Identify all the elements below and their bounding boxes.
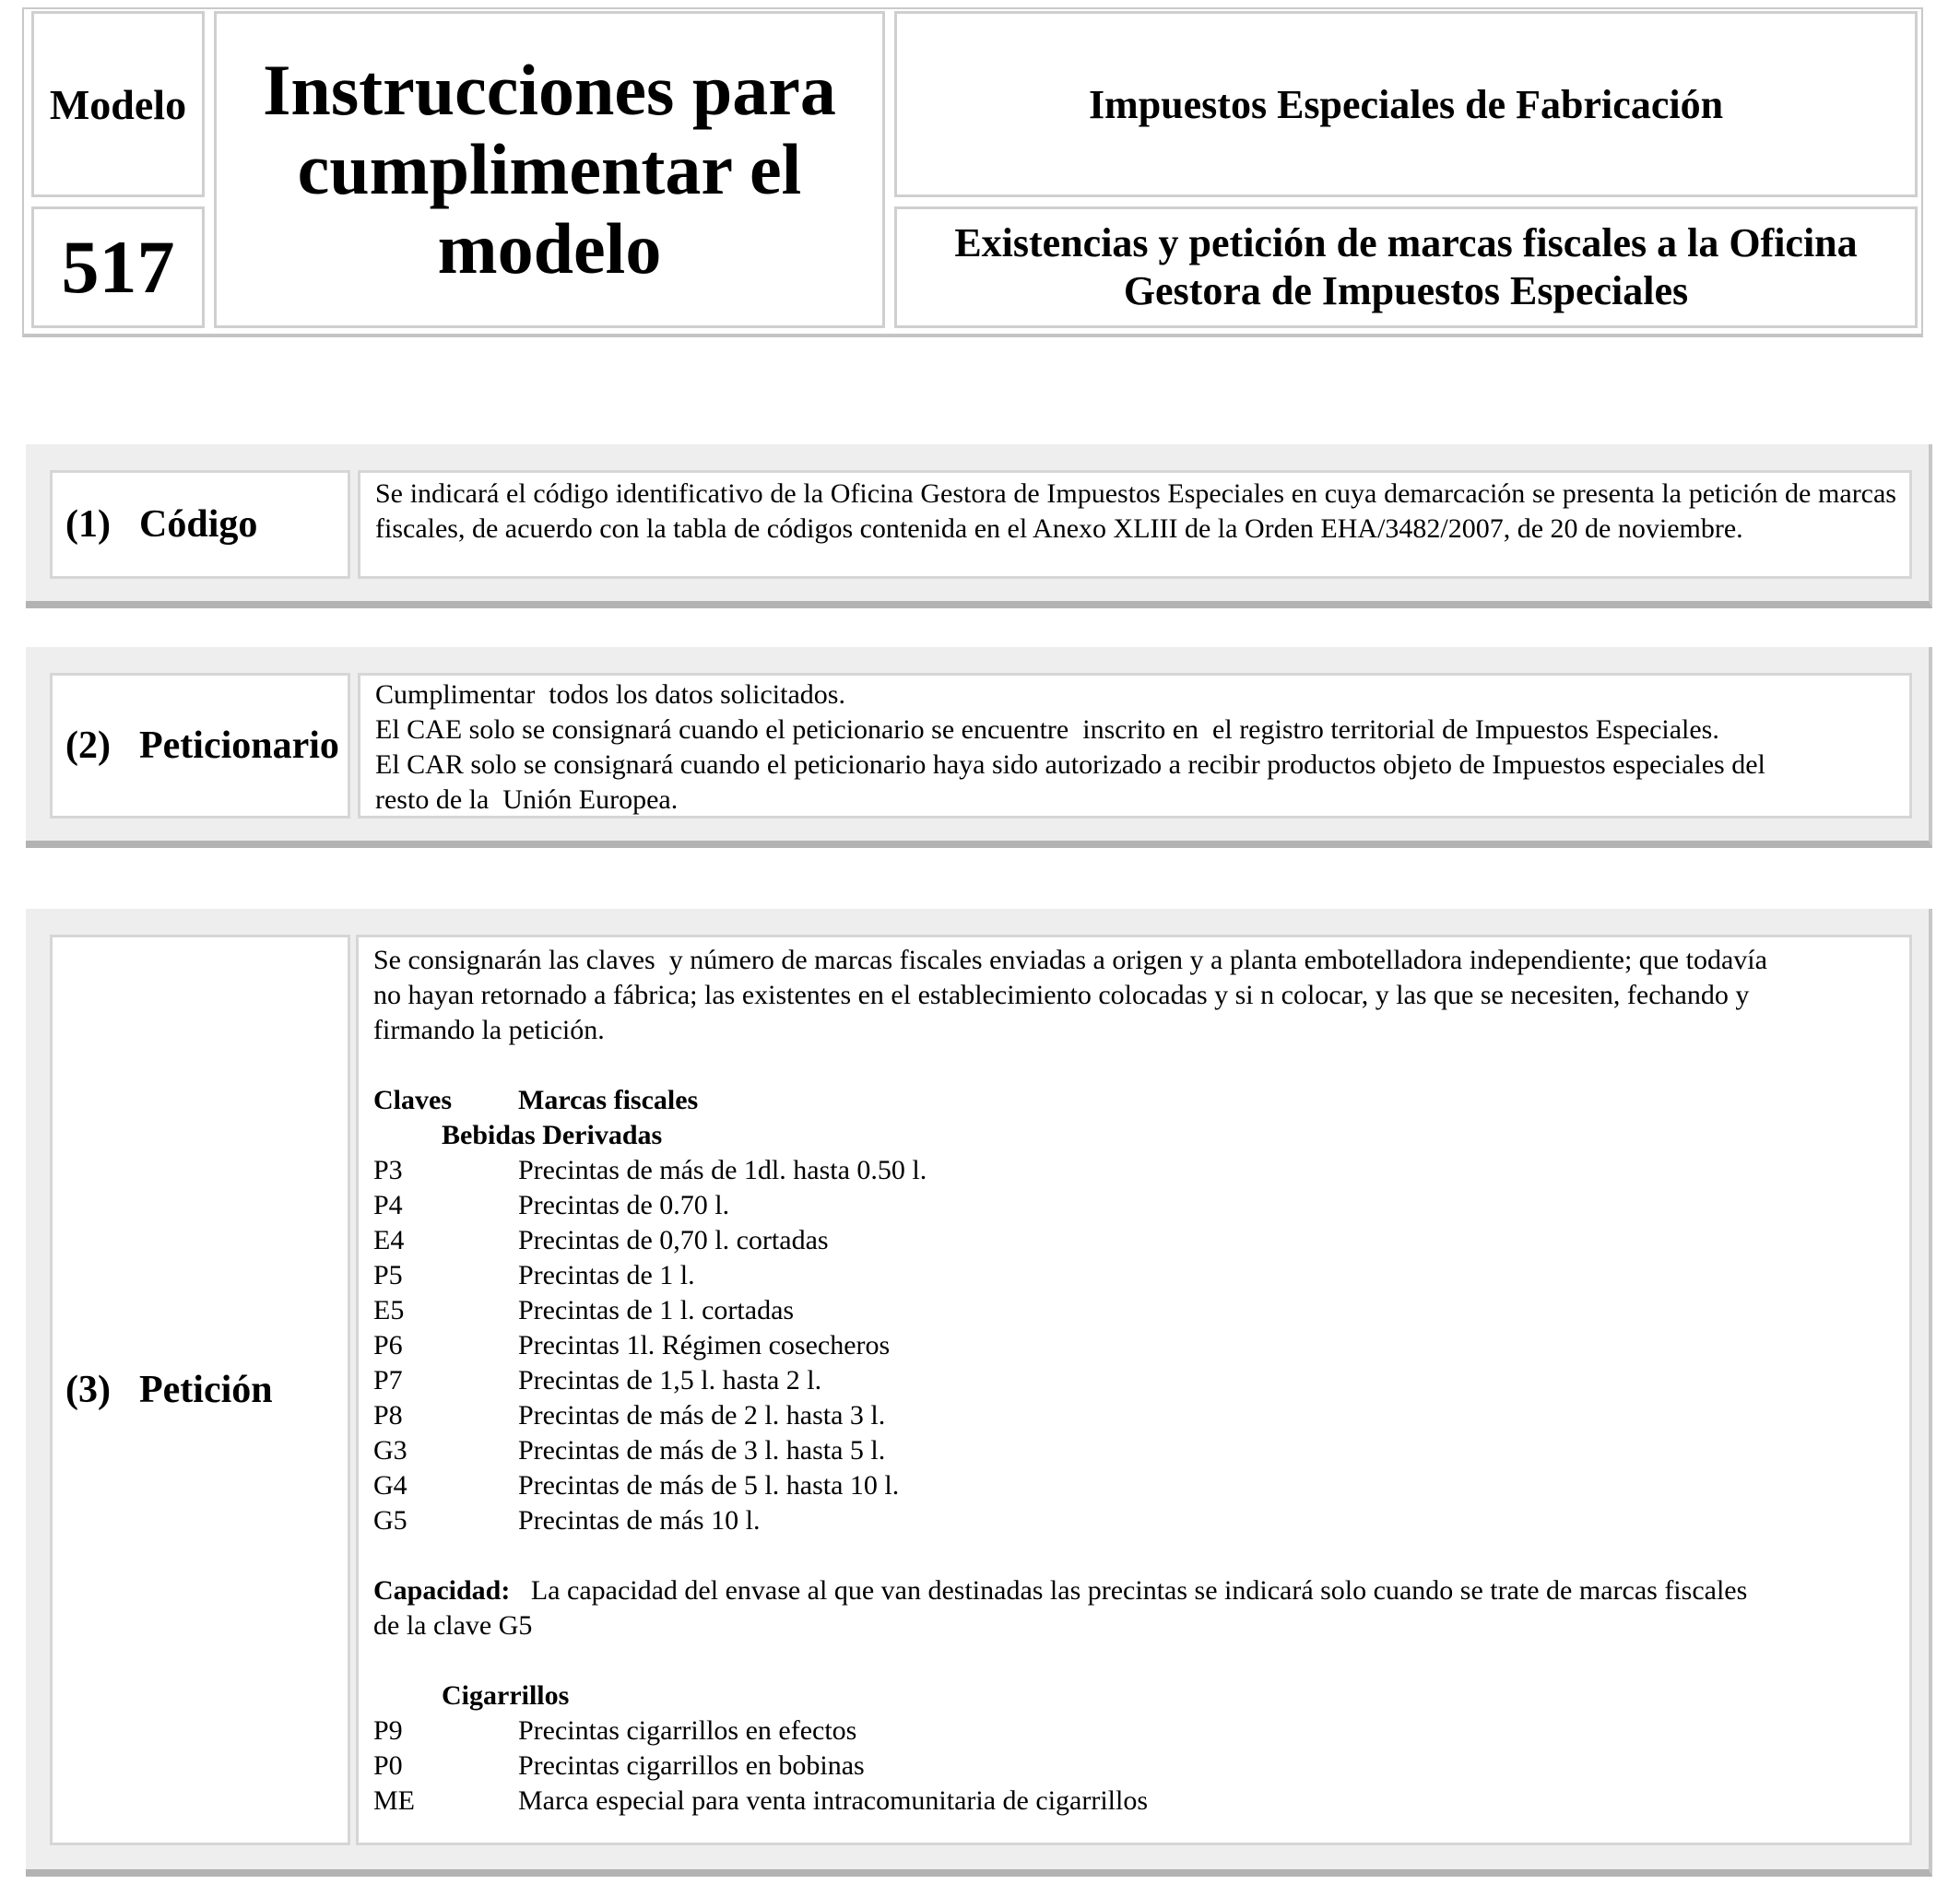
clave-code: G3 xyxy=(373,1435,407,1466)
section-peticionario-text xyxy=(358,673,1912,818)
section-codigo-label: (1) Código xyxy=(50,470,350,579)
list-item xyxy=(373,1293,1896,1328)
clave-code: P4 xyxy=(373,1190,403,1220)
clave-code: G4 xyxy=(373,1470,407,1501)
cigarrillos-list xyxy=(373,1713,1896,1819)
clave-description: Precintas 1l. Régimen cosecheros xyxy=(518,1330,891,1360)
text-line: El CAE solo se consignará cuando el peticionario se encuentre inscrito en el registro territorial de Impuestos Especiales. xyxy=(375,714,1719,745)
list-item xyxy=(373,1398,1896,1433)
clave-description: Precintas de más de 5 l. hasta 10 l. xyxy=(518,1470,900,1501)
section-peticion-text xyxy=(356,935,1912,1845)
clave-code: P0 xyxy=(373,1750,403,1781)
subtitle-top: Impuestos Especiales de Fabricación xyxy=(894,11,1918,197)
list-item xyxy=(373,1223,1896,1258)
clave-code: ME xyxy=(373,1785,415,1816)
section-peticion-label: (3) Petición xyxy=(50,935,350,1845)
clave-code: P9 xyxy=(373,1715,403,1746)
text-line: resto de la Unión Europea. xyxy=(375,784,679,815)
list-item xyxy=(373,1433,1896,1468)
capacidad-label: Capacidad: xyxy=(373,1575,511,1606)
list-item xyxy=(373,1363,1896,1398)
subtitle-line: Existencias y petición de marcas fiscales a la Oficina xyxy=(954,220,1858,265)
clave-code: P8 xyxy=(373,1400,403,1431)
clave-description: Precintas de 0.70 l. xyxy=(518,1190,730,1220)
clave-description: Precintas de 1 l. cortadas xyxy=(518,1295,795,1325)
clave-description: Precintas cigarrillos en bobinas xyxy=(518,1750,865,1781)
clave-description: Precintas cigarrillos en efectos xyxy=(518,1715,857,1746)
clave-code: P3 xyxy=(373,1155,403,1185)
list-item xyxy=(373,1713,1896,1749)
clave-description: Precintas de más de 2 l. hasta 3 l. xyxy=(518,1400,886,1431)
subtitle-line: Gestora de Impuestos Especiales xyxy=(1123,268,1689,313)
claves-header-row xyxy=(373,1083,1896,1118)
clave-code: P6 xyxy=(373,1330,403,1360)
list-item xyxy=(373,1153,1896,1188)
clave-code: G5 xyxy=(373,1505,407,1536)
section-peticionario-label: (2) Peticionario xyxy=(50,673,350,818)
list-item xyxy=(373,1258,1896,1293)
title-line: cumplimentar el xyxy=(297,129,802,209)
text-line: Se consignarán las claves y número de marcas fiscales enviadas a origen y a planta embotelladora independiente; que todavía xyxy=(373,945,1767,975)
list-item xyxy=(373,1784,1896,1819)
clave-code: P7 xyxy=(373,1365,403,1395)
marcas-header: Marcas fiscales xyxy=(518,1085,699,1115)
clave-description: Precintas de más de 1dl. hasta 0.50 l. xyxy=(518,1155,927,1185)
claves-header: Claves xyxy=(373,1085,452,1115)
clave-description: Precintas de más de 3 l. hasta 5 l. xyxy=(518,1435,886,1466)
modelo-label: Modelo xyxy=(31,11,205,197)
capacidad-text-2: de la clave G5 xyxy=(373,1610,533,1641)
bebidas-list xyxy=(373,1153,1896,1538)
text-line: firmando la petición. xyxy=(373,1015,605,1045)
text-line: El CAR solo se consignará cuando el peticionario haya sido autorizado a recibir productos objeto de Impuestos especiales del xyxy=(375,749,1765,780)
clave-code: P5 xyxy=(373,1260,403,1290)
title-line: modelo xyxy=(437,208,662,288)
text-line: no hayan retornado a fábrica; las existentes en el establecimiento colocadas y si n colocar, y las que se necesiten, fechando y xyxy=(373,980,1750,1010)
list-item xyxy=(373,1749,1896,1784)
clave-description: Precintas de 1,5 l. hasta 2 l. xyxy=(518,1365,822,1395)
group-title-cigarrillos: Cigarrillos xyxy=(442,1680,570,1711)
list-item xyxy=(373,1503,1896,1538)
modelo-number: 517 xyxy=(31,206,205,328)
text-line: Cumplimentar todos los datos solicitados. xyxy=(375,679,845,710)
list-item xyxy=(373,1468,1896,1503)
capacidad-text: La capacidad del envase al que van destinadas las precintas se indicará solo cuando se trate de marcas fiscales xyxy=(510,1575,1748,1606)
list-item xyxy=(373,1188,1896,1223)
blank-line xyxy=(373,1643,1896,1678)
clave-code: E5 xyxy=(373,1295,405,1325)
clave-description: Precintas de 0,70 l. cortadas xyxy=(518,1225,829,1255)
clave-description: Precintas de 1 l. xyxy=(518,1260,695,1290)
capacidad-line xyxy=(373,1573,1896,1608)
blank-line xyxy=(373,1538,1896,1573)
clave-code: E4 xyxy=(373,1225,405,1255)
title-line: Instrucciones para xyxy=(263,50,836,130)
subtitle-bottom xyxy=(894,206,1918,328)
blank-line xyxy=(373,1048,1896,1083)
section-codigo-text: Se indicará el código identificativo de la Oficina Gestora de Impuestos Especiales en cuya demarcación se presenta la petición de marcas fiscales, de acuerdo con la tabla de códigos contenida en el Anexo XLIII de la Orden EHA/3482/2007, de 20 de noviembre. xyxy=(358,470,1912,579)
clave-description: Precintas de más 10 l. xyxy=(518,1505,761,1536)
group-title-bebidas: Bebidas Derivadas xyxy=(442,1120,663,1150)
page-title xyxy=(214,11,885,328)
clave-description: Marca especial para venta intracomunitaria de cigarrillos xyxy=(518,1785,1148,1816)
list-item xyxy=(373,1328,1896,1363)
